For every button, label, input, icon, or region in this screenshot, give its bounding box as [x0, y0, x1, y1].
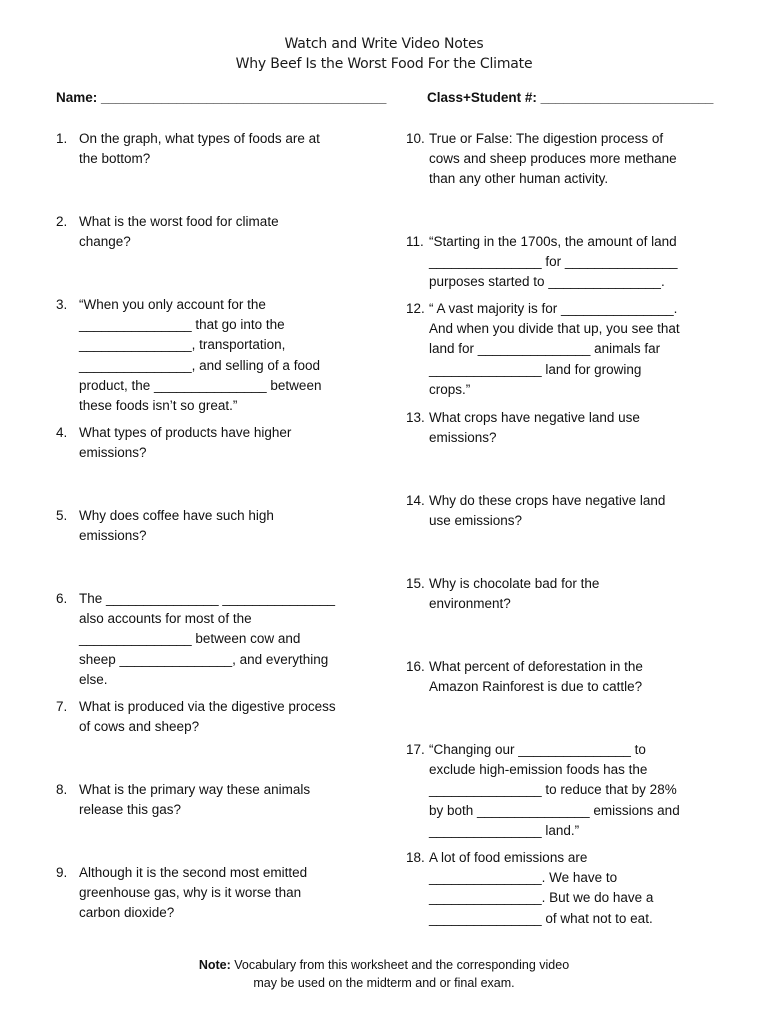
question-text: True or False: The digestion process of cows and sheep produces more methane than any other human activity. [429, 131, 677, 187]
question-number: 3. [56, 297, 68, 312]
question-16 [406, 657, 726, 697]
question-2 [56, 212, 376, 252]
question-text: Although it is the second most emitted greenhouse gas, why is it worse than carbon dioxide? [79, 865, 308, 921]
question-10 [406, 129, 726, 190]
question-14 [406, 491, 726, 531]
question-number: 18. [406, 850, 425, 865]
question-number: 4. [56, 425, 68, 440]
title-line-2: Why Beef Is the Worst Food For the Climate [235, 56, 533, 72]
note-label: Note: [198, 958, 231, 972]
question-9 [56, 863, 376, 924]
footer-note [0, 956, 768, 992]
question-text: The _______________ _______________ also accounts for most of the _______________ between cow and sheep _______________, and everything else. [79, 591, 336, 687]
question-15 [406, 574, 726, 614]
question-number: 17. [406, 742, 425, 757]
worksheet-title [0, 34, 768, 74]
question-11 [406, 232, 726, 293]
note-line-2: may be used on the midterm and or final exam. [253, 976, 515, 990]
question-number: 16. [406, 659, 425, 674]
question-text: Why does coffee have such high emissions? [79, 508, 274, 544]
question-number: 14. [406, 493, 425, 508]
note-line-1: Vocabulary from this worksheet and the corresponding video [230, 958, 570, 972]
question-text: What types of products have higher emissions? [79, 425, 292, 461]
question-number: 8. [56, 782, 68, 797]
question-number: 15. [406, 576, 425, 591]
question-3 [56, 295, 376, 416]
question-text: On the graph, what types of foods are at the bottom? [79, 131, 320, 167]
question-text: Why is chocolate bad for the environment? [429, 576, 600, 612]
question-text: “When you only account for the _______________ that go into the _______________, transportation, _______________, and selling of a food product, the _______________ between these foods isn’t so great.” [79, 297, 322, 414]
question-8 [56, 780, 376, 820]
question-number: 10. [406, 131, 425, 146]
question-text: What is the worst food for climate change? [79, 214, 279, 250]
question-13 [406, 408, 726, 448]
question-text: A lot of food emissions are _______________. We have to _______________. But we do have a _______________ of what not to eat. [429, 850, 654, 926]
question-text: Why do these crops have negative land use emissions? [429, 493, 666, 529]
question-text: What is produced via the digestive process of cows and sheep? [79, 699, 336, 735]
class-student-field[interactable]: Class+Student #: _______________________ [427, 90, 714, 105]
question-4 [56, 423, 376, 463]
question-18 [406, 848, 726, 929]
question-number: 5. [56, 508, 68, 523]
question-text: What crops have negative land use emissions? [429, 410, 640, 446]
question-1 [56, 129, 376, 169]
question-number: 12. [406, 301, 425, 316]
question-number: 7. [56, 699, 68, 714]
question-number: 1. [56, 131, 68, 146]
question-text: “Changing our _______________ to exclude high-emission foods has the _______________ to reduce that by 28% by both _______________ emissions and _______________ land.” [429, 742, 680, 838]
question-text: “Starting in the 1700s, the amount of land _______________ for _______________ purposes started to _______________. [429, 234, 678, 290]
question-12 [406, 299, 726, 400]
question-number: 13. [406, 410, 425, 425]
question-6 [56, 589, 376, 690]
question-7 [56, 697, 376, 737]
question-text: “ A vast majority is for _______________. And when you divide that up, you see that land for _______________ animals far _______________ land for growing crops.” [429, 301, 680, 397]
question-number: 11. [406, 234, 424, 249]
title-line-1: Watch and Write Video Notes [284, 36, 484, 52]
question-17 [406, 740, 726, 841]
question-number: 6. [56, 591, 68, 606]
question-text: What percent of deforestation in the Amazon Rainforest is due to cattle? [429, 659, 643, 695]
question-5 [56, 506, 376, 546]
question-number: 2. [56, 214, 68, 229]
question-text: What is the primary way these animals release this gas? [79, 782, 311, 818]
question-number: 9. [56, 865, 68, 880]
name-field[interactable]: Name: ______________________________________ [56, 90, 387, 105]
